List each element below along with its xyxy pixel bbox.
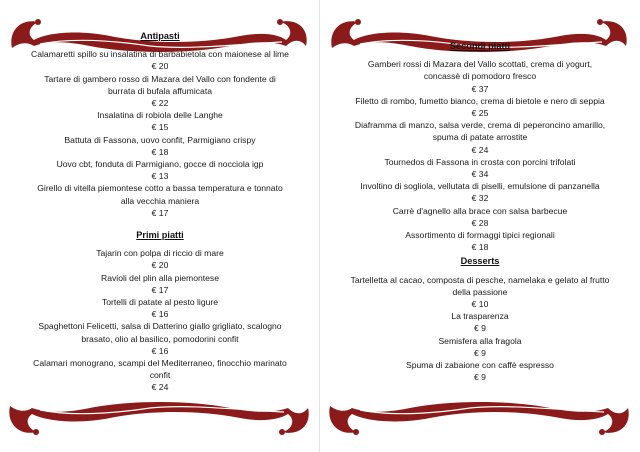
dish-price: € 37 [471,83,489,94]
dish-price: € 16 [151,309,169,320]
dish-price: € 18 [471,242,489,253]
dish-price: € 28 [471,217,489,228]
section-title: Desserts [460,256,500,267]
section-secondi-piatti [350,40,610,253]
dish-name: Spuma di zabaione con caffè espresso [406,360,554,371]
dish-price: € 9 [474,372,486,383]
menu-item [350,335,610,359]
dish-price: € 24 [471,144,489,155]
section-primi-piatti [30,229,290,394]
menu-item [30,272,290,296]
bottom-scroll-ornament [0,392,320,452]
dish-price: € 17 [151,207,169,218]
dish-name: Carrè d'agnello alla brace con salsa barbecue [392,205,568,216]
dish-name: Insalatina di robiola delle Langhe [97,110,223,121]
dish-price: € 20 [151,61,169,72]
menu-item [30,158,290,182]
menu-item [350,359,610,383]
left-page-content [30,30,290,394]
right-page-content [350,40,610,383]
dish-name: Uovo cbt, fonduta di Parmigiano, gocce di nocciola igp [56,159,264,170]
dish-name: Tartare di gambero rosso di Mazara del Vallo con fondente di burrata di bufala affumicata [44,73,276,96]
dish-price: € 9 [474,323,486,334]
dish-price: € 22 [151,98,169,109]
menu-item [30,134,290,158]
dish-name: Spaghettoni Felicetti, salsa di Datterino giallo grigliato, scalogno brasato, olio al basilico, pomodorini confit [38,321,282,344]
menu-item [350,229,610,253]
menu-item [350,310,610,334]
menu-item [30,182,290,219]
dish-price: € 13 [151,171,169,182]
section-title: Secondi piatti [449,41,511,51]
dish-name: Semisfera alla fragola [438,335,522,346]
menu-item [30,296,290,320]
dish-name: Filetto di rombo, fumetto bianco, crema di bietole e nero di seppia [355,95,605,106]
bottom-scroll-ornament [320,392,640,452]
section-antipasti [30,30,290,219]
dish-price: € 20 [151,260,169,271]
dish-price: € 24 [151,382,169,393]
dish-price: € 10 [471,299,489,310]
menu-item [350,119,610,156]
dish-price: € 34 [471,169,489,180]
menu-item [350,156,610,180]
dish-name: Tournedos di Fassona in crosta con porcini trifolati [384,156,576,167]
menu-item [350,180,610,204]
dish-name: Tartelletta al cacao, composta di pesche, namelaka e gelato al frutto della passione [350,274,610,297]
dish-name: Assortimento di formaggi tipici regionali [405,230,555,241]
dish-name: La trasparenza [451,311,509,322]
section-title: Antipasti [140,31,180,41]
dish-name: Girello di vitella piemontese cotto a bassa temperatura e tonnato alla vecchia maniera [37,183,283,206]
dish-price: € 15 [151,122,169,133]
menu-item [350,205,610,229]
dish-price: € 32 [471,193,489,204]
dish-name: Diaframma di manzo, salsa verde, crema di peperoncino amarillo, spuma di patate arrostite [354,120,606,143]
menu-item [350,95,610,119]
menu-item [30,247,290,271]
dish-name: Calamari monograno, scampi del Mediterraneo, finocchio marinato confit [33,358,287,381]
dish-price: € 16 [151,345,169,356]
section-desserts [350,255,610,383]
dish-price: € 25 [471,108,489,119]
dish-name: Calamaretti spillo su insalatina di barbabietola con maionese al lime [31,49,289,60]
dish-name: Ravioli del plin alla piemontese [101,272,219,283]
dish-price: € 17 [151,284,169,295]
dish-name: Battuta di Fassona, uovo confit, Parmigiano crispy [64,134,256,145]
menu-page-right [320,0,640,452]
menu-item [30,357,290,394]
dish-name: Tortelli di patate al pesto ligure [101,297,219,308]
dish-name: Involtino di sogliola, vellutata di piselli, emulsione di panzanella [360,181,600,192]
dish-price: € 9 [474,347,486,358]
menu-item [30,73,290,110]
menu-item [30,320,290,357]
menu-item [350,274,610,311]
menu-item [30,48,290,72]
dish-price: € 18 [151,146,169,157]
dish-name: Tajarin con polpa di riccio di mare [96,248,224,259]
section-title: Primi piatti [136,230,184,241]
dish-name: Gamberi rossi di Mazara del Vallo scottati, crema di yogurt, concassè di pomodoro fresco [367,59,593,82]
menu-item [30,109,290,133]
menu-item [350,58,610,95]
